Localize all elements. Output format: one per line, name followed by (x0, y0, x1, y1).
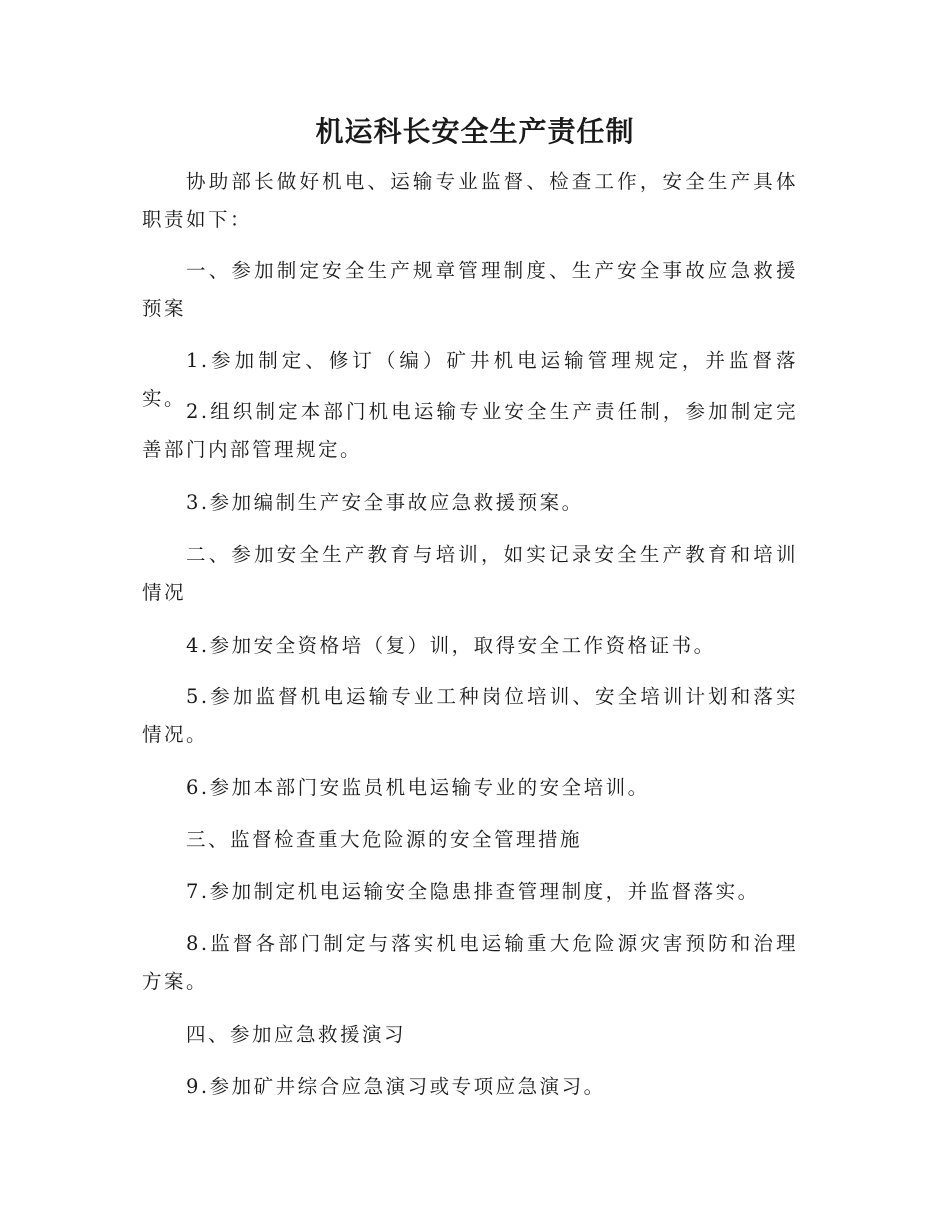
list-item-4: 4.参加安全资格培（复）训，取得安全工作资格证书。 (186, 634, 716, 657)
list-item-3: 3.参加编制生产安全事故应急救援预案。 (186, 491, 584, 514)
list-item-9: 9.参加矿井综合应急演习或专项应急演习。 (186, 1075, 606, 1098)
list-item-6: 6.参加本部门安监员机电运输专业的安全培训。 (186, 776, 650, 799)
list-item-1: 1.参加制定、修订（编）矿井机电运输管理规定，并监督落实。 (142, 349, 798, 410)
list-item-5: 5.参加监督机电运输专业工种岗位培训、安全培训计划和落实情况。 (142, 685, 798, 746)
section-heading-2: 二、参加安全生产教育与培训，如实记录安全生产教育和培训情况 (142, 543, 798, 604)
document-title: 机运科长安全生产责任制 (315, 115, 635, 148)
list-item-8: 8.监督各部门制定与落实机电运输重大危险源灾害预防和治理方案。 (142, 932, 798, 993)
list-item-7: 7.参加制定机电运输安全隐患排查管理制度，并监督落实。 (186, 880, 760, 903)
section-heading-3: 三、监督检查重大危险源的安全管理措施 (186, 828, 583, 851)
list-item-2: 2.组织制定本部门机电运输专业安全生产责任制，参加制定完善部门内部管理规定。 (142, 400, 798, 461)
section-heading-4: 四、参加应急救援演习 (186, 1023, 407, 1046)
intro-paragraph: 协助部长做好机电、运输专业监督、检查工作，安全生产具体职责如下： (142, 170, 798, 231)
section-heading-1: 一、参加制定安全生产规章管理制度、生产安全事故应急救援预案 (142, 259, 798, 320)
